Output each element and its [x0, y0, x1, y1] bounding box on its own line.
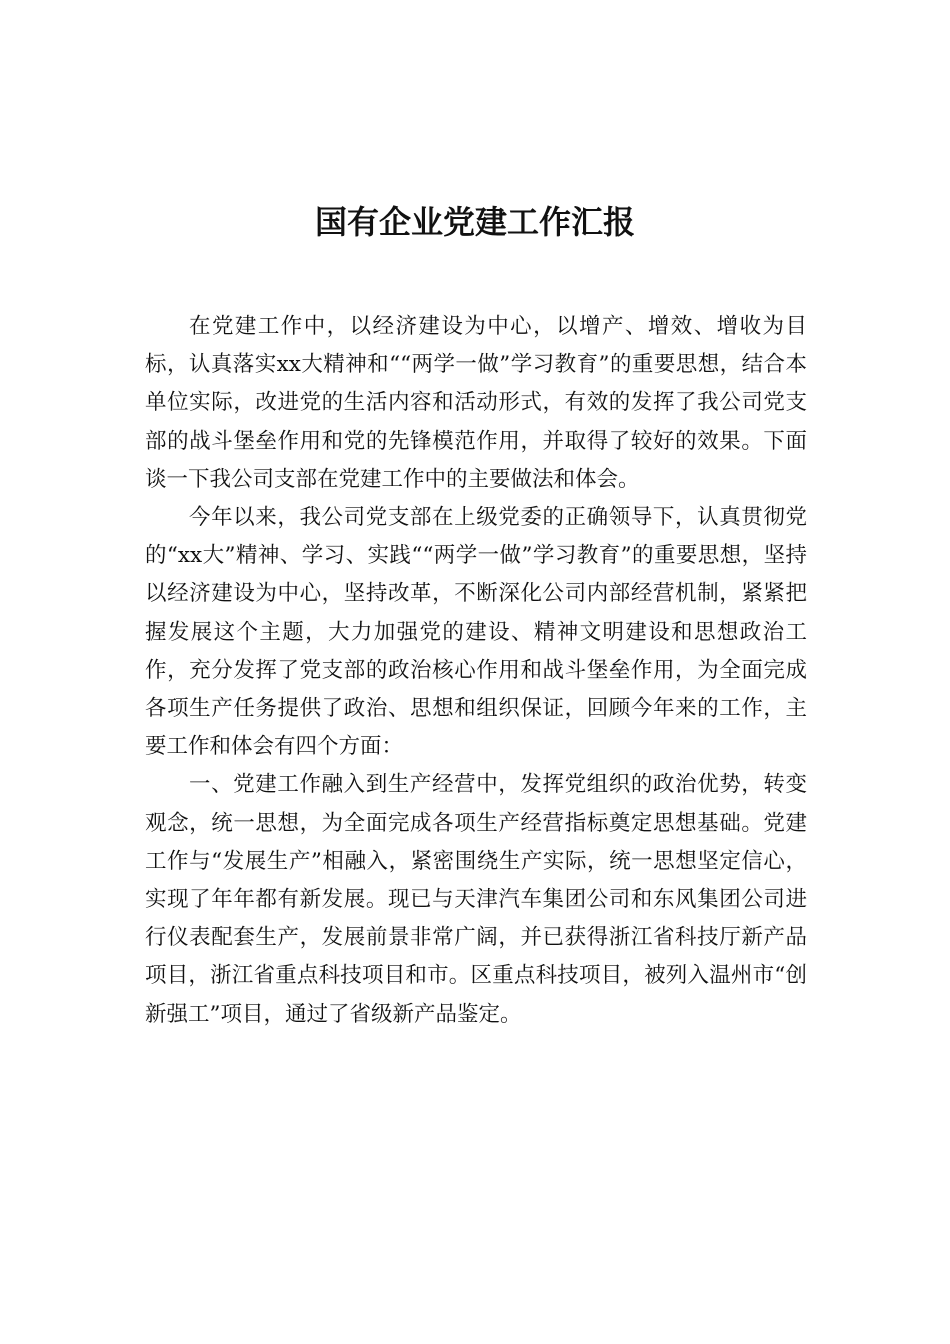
paragraph-1: 在党建工作中，以经济建设为中心，以增产、增效、增收为目标，认真落实xx大精神和““两学一做”学习教育”的重要思想，结合本单位实际，改进党的生活内容和活动形式，有效的发挥了我公司党支部的战斗堡垒作用和党的先锋模范作用，并取得了较好的效果。下面谈一下我公司支部在党建工作中的主要做法和体会。	[145, 314, 807, 492]
paragraph-2: 今年以来，我公司党支部在上级党委的正确领导下，认真贯彻党的“xx大”精神、学习、实践““两学一做”学习教育”的重要思想，坚持以经济建设为中心，坚持改革，不断深化公司内部经营机制，紧紧把握发展这个主题，大力加强党的建设、精神文明建设和思想政治工作，充分发挥了党支部的政治核心作用和战斗堡垒作用，为全面完成各项生产任务提供了政治、思想和组织保证，回顾今年来的工作，主要工作和体会有四个方面：	[145, 505, 807, 760]
document-body	[145, 308, 807, 1034]
paragraph-3: 一、党建工作融入到生产经营中，发挥党组织的政治优势，转变观念，统一思想，为全面完成各项生产经营指标奠定思想基础。党建工作与“发展生产”相融入，紧密围绕生产实际，统一思想坚定信心，实现了年年都有新发展。现已与天津汽车集团公司和东风集团公司进行仪表配套生产，发展前景非常广阔，并已获得浙江省科技厅新产品项目，浙江省重点科技项目和市。区重点科技项目，被列入温州市“创新强工”项目，通过了省级新产品鉴定。	[145, 772, 807, 1027]
document-title: 国有企业党建工作汇报	[314, 203, 635, 241]
